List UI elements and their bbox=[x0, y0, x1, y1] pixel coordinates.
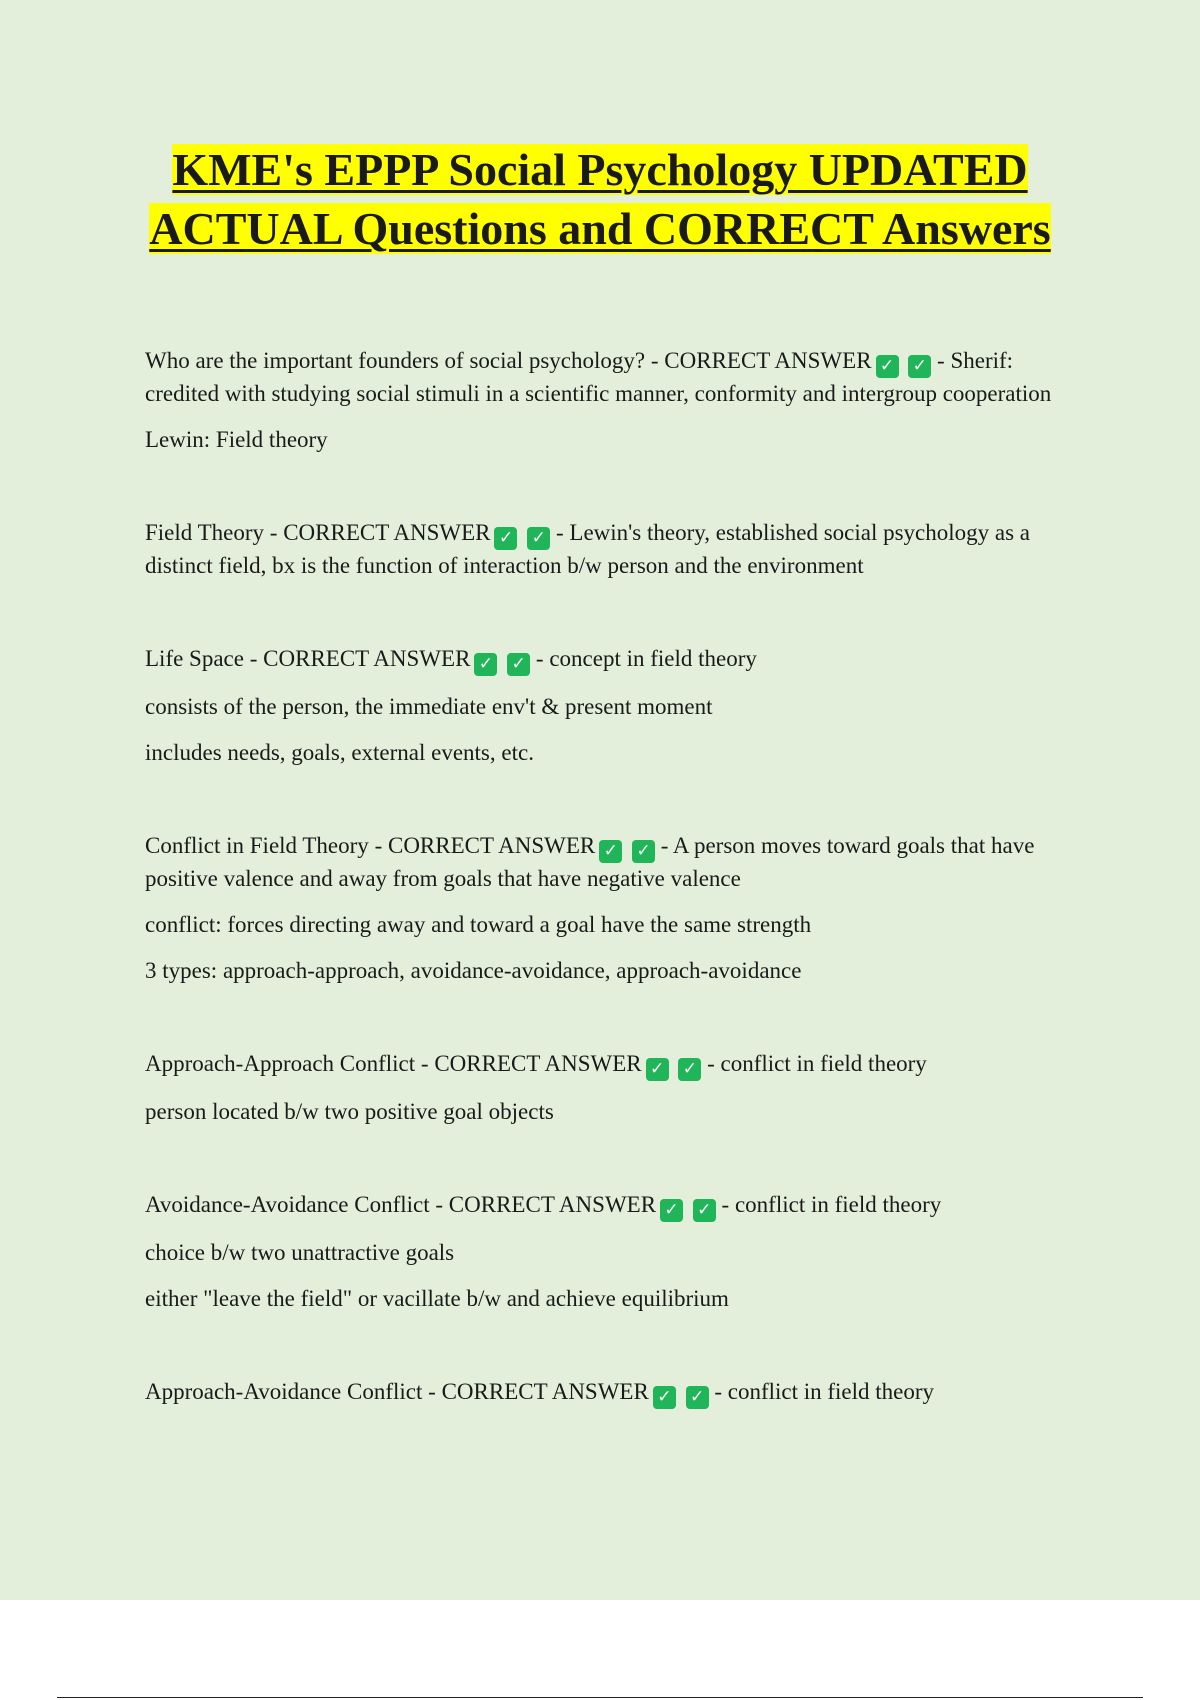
check-icon: ✓ bbox=[678, 1058, 701, 1081]
answer-marker: CORRECT ANSWER bbox=[664, 348, 872, 373]
check-icon: ✓ bbox=[474, 653, 497, 676]
answer-text: conflict in field theory bbox=[727, 1379, 935, 1404]
qa-main-line: Approach-Approach Conflict - CORRECT ANSWER ✓ ✓ - conflict in field theory bbox=[145, 1051, 927, 1079]
term: Field Theory bbox=[145, 520, 265, 545]
check-icon: ✓ bbox=[599, 840, 622, 863]
answer-marker: CORRECT ANSWER bbox=[434, 1051, 642, 1076]
term: Approach-Avoidance Conflict bbox=[145, 1379, 423, 1404]
term: Avoidance-Avoidance Conflict bbox=[145, 1192, 430, 1217]
qa-entry bbox=[145, 643, 1090, 768]
qa-main-line: Life Space - CORRECT ANSWER ✓ ✓ - concept in field theory bbox=[145, 646, 757, 674]
check-icon: ✓ bbox=[653, 1386, 676, 1409]
qa-main-line: Who are the important founders of social psychology? - CORRECT ANSWER ✓ ✓ - Sherif: credited with studying social stimuli in a scientific manner, conformity and intergroup cooperation bbox=[145, 348, 1052, 406]
answer-marker: CORRECT ANSWER bbox=[448, 1192, 657, 1217]
qa-entry bbox=[145, 1189, 1090, 1314]
check-icon: ✓ bbox=[507, 653, 530, 676]
check-icon: ✓ bbox=[632, 840, 655, 863]
qa-main-line: Conflict in Field Theory - CORRECT ANSWER ✓ ✓ - A person moves toward goals that have positive valence and away from goals that have negative valence bbox=[145, 833, 1035, 891]
term: Conflict in Field Theory bbox=[145, 833, 369, 858]
term: Approach-Approach Conflict bbox=[145, 1051, 416, 1076]
term: Who are the important founders of social psychology? bbox=[145, 348, 646, 373]
term: Life Space bbox=[145, 646, 244, 671]
answer-extra-line: conflict: forces directing away and toward a goal have the same strength bbox=[145, 912, 812, 937]
qa-main-line: Field Theory - CORRECT ANSWER ✓ ✓ - Lewin's theory, established social psychology as a distinct field, bx is the function of interaction b/w person and the environment bbox=[145, 520, 1031, 578]
answer-extra-line: includes needs, goals, external events, etc. bbox=[145, 740, 534, 765]
qa-entry bbox=[145, 830, 1090, 986]
answer-text: A person moves toward goals that have positive valence and away from goals that have negative valence bbox=[145, 833, 1035, 891]
check-icon: ✓ bbox=[908, 355, 931, 378]
qa-entry bbox=[145, 1376, 1090, 1409]
answer-extra-line: person located b/w two positive goal objects bbox=[145, 1099, 554, 1124]
check-icon: ✓ bbox=[693, 1199, 716, 1222]
answer-text: concept in field theory bbox=[549, 646, 757, 671]
qa-list bbox=[145, 345, 1090, 1471]
check-icon: ✓ bbox=[494, 527, 517, 550]
answer-marker: CORRECT ANSWER bbox=[387, 833, 596, 858]
answer-text: conflict in field theory bbox=[720, 1051, 927, 1076]
qa-main-line: Approach-Avoidance Conflict - CORRECT ANSWER ✓ ✓ - conflict in field theory bbox=[145, 1379, 935, 1407]
check-icon: ✓ bbox=[660, 1199, 683, 1222]
answer-extra-line: either "leave the field" or vacillate b/w and achieve equilibrium bbox=[145, 1286, 729, 1311]
answer-marker: CORRECT ANSWER bbox=[263, 646, 471, 671]
answer-extra-line: Lewin: Field theory bbox=[145, 427, 328, 452]
answer-text: Sherif: credited with studying social stimuli in a scientific manner, conformity and intergroup cooperation bbox=[145, 348, 1052, 406]
qa-entry bbox=[145, 1048, 1090, 1127]
document-title bbox=[100, 140, 1100, 258]
document-title-text: KME's EPPP Social Psychology UPDATED ACTUAL Questions and CORRECT Answers bbox=[149, 144, 1051, 254]
check-icon: ✓ bbox=[646, 1058, 669, 1081]
answer-marker: CORRECT ANSWER bbox=[283, 520, 491, 545]
answer-text: conflict in field theory bbox=[734, 1192, 942, 1217]
answer-extra-line: consists of the person, the immediate env't & present moment bbox=[145, 694, 713, 719]
check-icon: ✓ bbox=[527, 527, 550, 550]
check-icon: ✓ bbox=[876, 355, 899, 378]
qa-entry bbox=[145, 517, 1090, 581]
answer-text: Lewin's theory, established social psychology as a distinct field, bx is the function of interaction b/w person and the environment bbox=[145, 520, 1031, 578]
check-icon: ✓ bbox=[686, 1386, 709, 1409]
answer-extra-line: choice b/w two unattractive goals bbox=[145, 1240, 455, 1265]
answer-marker: CORRECT ANSWER bbox=[441, 1379, 649, 1404]
footer-divider bbox=[57, 1697, 1143, 1698]
answer-extra-line: 3 types: approach-approach, avoidance-avoidance, approach-avoidance bbox=[145, 958, 802, 983]
qa-main-line: Avoidance-Avoidance Conflict - CORRECT ANSWER ✓ ✓ - conflict in field theory bbox=[145, 1192, 942, 1220]
qa-entry bbox=[145, 345, 1090, 455]
